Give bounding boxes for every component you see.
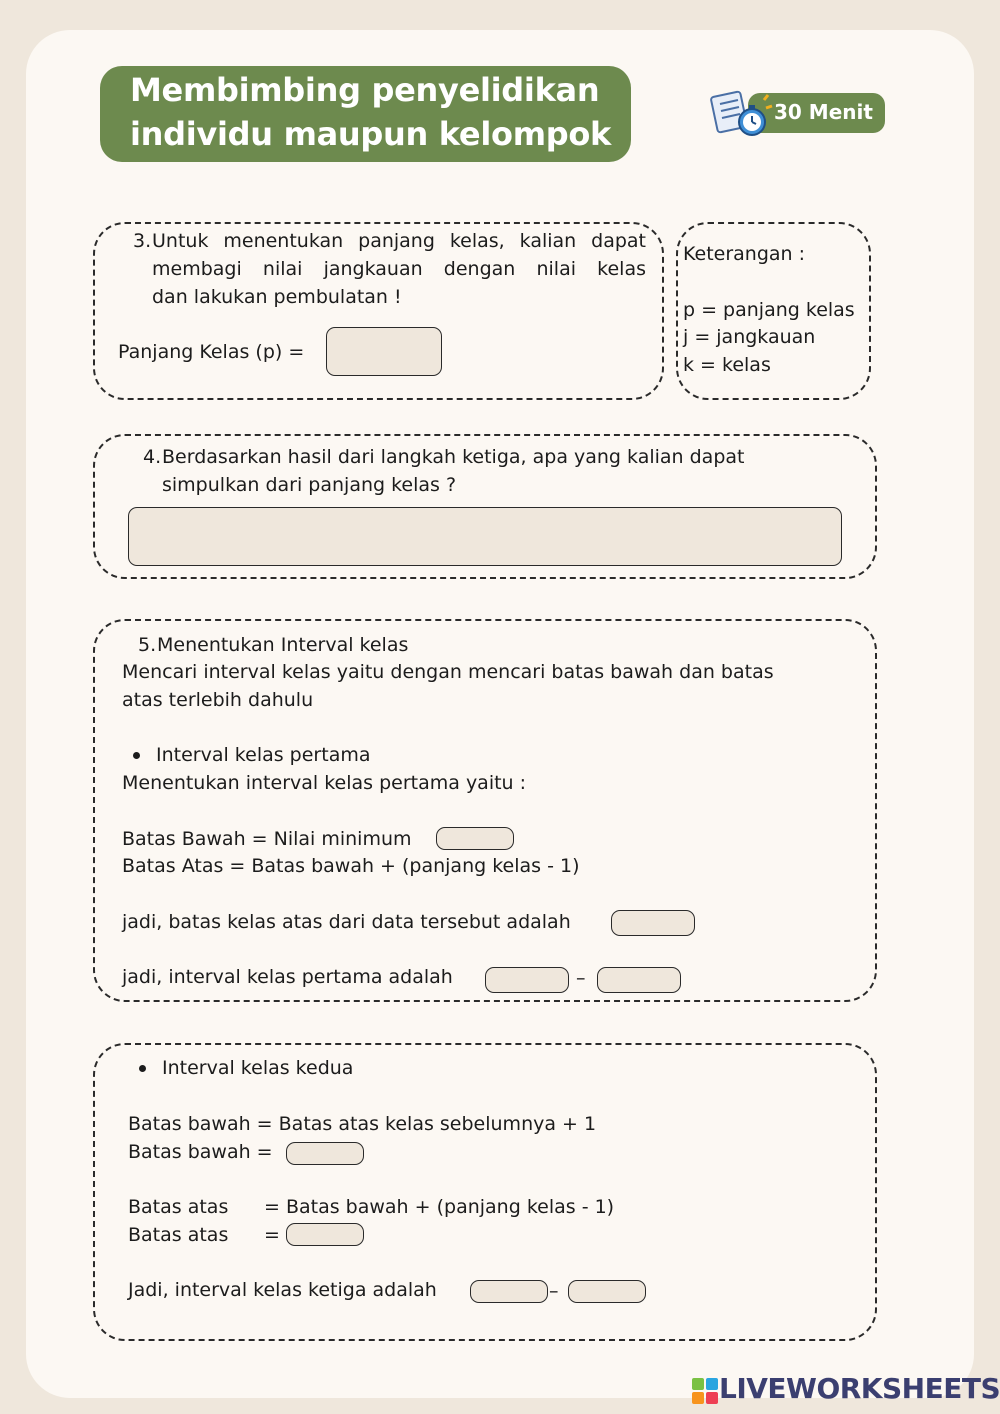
batas-atas-input-2[interactable] <box>286 1223 364 1246</box>
batas-atas-rule: Batas Atas = Batas bawah + (panjang kelas - 1) <box>122 855 580 877</box>
bullet-dot <box>139 1065 146 1072</box>
title-line-1: Membimbing penyelidikan <box>130 71 600 109</box>
step4-answer-input[interactable] <box>128 507 842 566</box>
step4-text-line1: Berdasarkan hasil dari langkah ketiga, apa yang kalian dapat <box>162 446 745 468</box>
clock-checklist-icon <box>708 86 774 142</box>
batas-atas-eq-2: = <box>264 1224 280 1246</box>
legend-title: Keterangan : <box>683 243 806 265</box>
title-banner <box>100 66 631 162</box>
batas-atas-input[interactable] <box>611 910 695 936</box>
step5-number: 5. <box>138 634 157 656</box>
batas-bawah-rule: Batas Bawah = Nilai minimum <box>122 828 412 850</box>
nilai-minimum-input[interactable] <box>436 827 514 850</box>
interval-pertama-lower-input[interactable] <box>485 967 569 993</box>
interval-dash: – <box>576 967 586 989</box>
batas-atas-rule-2: = Batas bawah + (panjang kelas - 1) <box>264 1196 615 1218</box>
legend-p: p = panjang kelas <box>683 299 855 321</box>
panjang-kelas-label: Panjang Kelas (p) = <box>118 341 305 363</box>
interval-pertama-conclusion: jadi, interval kelas pertama adalah <box>122 966 453 988</box>
interval-kedua-lower-input[interactable] <box>470 1280 548 1303</box>
step5-intro-line1: Mencari interval kelas yaitu dengan mencari batas bawah dan batas <box>122 661 774 683</box>
step3-text-line2: membagi nilai jangkauan dengan nilai kelas <box>152 258 646 280</box>
bullet-dot <box>133 752 140 759</box>
batas-bawah-rule-2: Batas bawah = Batas atas kelas sebelumnya + 1 <box>128 1113 597 1135</box>
step4-number: 4. <box>143 446 162 468</box>
title-line-2: individu maupun kelompok <box>130 115 612 153</box>
interval-dash-2: – <box>549 1280 559 1302</box>
duration-badge: 30 Menit <box>748 93 885 133</box>
step5-intro-line2: atas terlebih dahulu <box>122 689 314 711</box>
liveworksheets-brand: LIVEWORKSHEETS <box>719 1372 1000 1405</box>
step3-text-line1: Untuk menentukan panjang kelas, kalian dapat <box>152 230 646 252</box>
liveworksheets-logo-icon <box>692 1378 718 1404</box>
step5-heading: Menentukan Interval kelas <box>157 634 409 656</box>
batas-atas-rule-label-2: Batas atas <box>128 1196 229 1218</box>
interval-pertama-lead: Menentukan interval kelas pertama yaitu : <box>122 772 527 794</box>
batas-bawah-input-2[interactable] <box>286 1142 364 1165</box>
legend-k: k = kelas <box>683 354 771 376</box>
panjang-kelas-input[interactable] <box>326 327 442 376</box>
interval-ketiga-conclusion: Jadi, interval kelas ketiga adalah <box>128 1279 437 1301</box>
batas-bawah-label-2: Batas bawah = <box>128 1141 273 1163</box>
step3-number: 3. <box>133 230 152 252</box>
legend-j: j = jangkauan <box>683 326 816 348</box>
interval-kedua-upper-input[interactable] <box>568 1280 646 1303</box>
step4-text-line2: simpulkan dari panjang kelas ? <box>162 474 457 496</box>
interval-pertama-upper-input[interactable] <box>597 967 681 993</box>
interval-kedua-bullet: Interval kelas kedua <box>162 1057 354 1079</box>
batas-atas-label-2: Batas atas <box>128 1224 229 1246</box>
batas-atas-conclusion: jadi, batas kelas atas dari data tersebut adalah <box>122 911 571 933</box>
step3-text-line3: dan lakukan pembulatan ! <box>152 286 402 308</box>
interval-pertama-bullet: Interval kelas pertama <box>156 744 371 766</box>
